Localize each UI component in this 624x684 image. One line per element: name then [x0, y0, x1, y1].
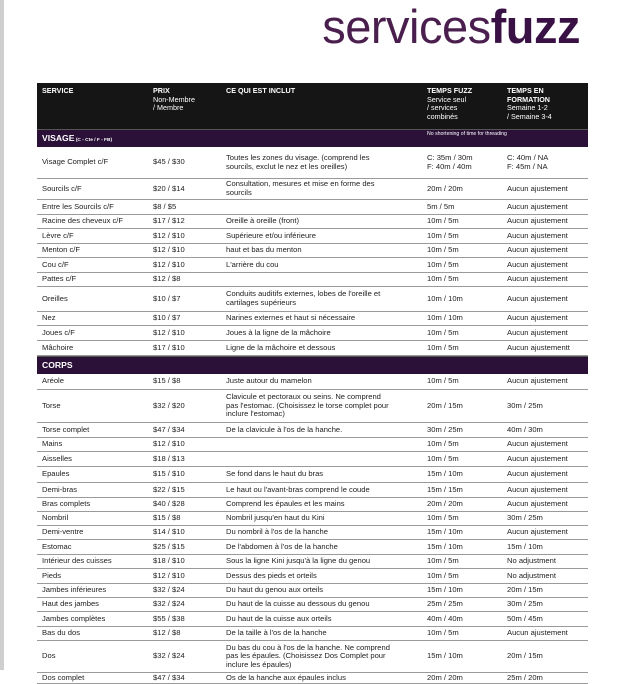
training-time-cell: 50m / 45m — [507, 613, 543, 623]
service-cell: Pieds — [42, 570, 61, 580]
price-cell: $18 / $13 — [153, 453, 185, 463]
fuzz-time-cell: 10m / 5m — [427, 342, 459, 352]
section-title: CORPS — [42, 360, 73, 370]
price-cell: $40 / $28 — [153, 499, 185, 509]
service-cell: Cou c/F — [42, 259, 69, 269]
included-cell: Oreille à oreille (front) — [226, 216, 300, 226]
service-cell: Haut des jambes — [42, 599, 99, 609]
table-row — [37, 229, 588, 244]
training-time-cell: Aucun ajustement — [507, 499, 568, 509]
brand-title-light: services — [322, 0, 491, 53]
price-cell: $55 / $38 — [153, 613, 185, 623]
brand-title-bold: fuzz — [490, 0, 580, 53]
included-cell: Os de la hanche aux épaules inclus — [226, 672, 346, 682]
training-time-cell: 15m / 10m — [507, 541, 543, 551]
fuzz-time-cell: 10m / 5m — [427, 216, 459, 226]
fuzz-time-cell: 10m / 5m — [427, 327, 459, 337]
service-cell: Bras complets — [42, 499, 91, 509]
section-title-suffix: (C - Cte / F - FB) — [74, 138, 113, 143]
table-row — [37, 374, 588, 390]
table-row — [37, 438, 588, 452]
table-row — [37, 512, 588, 526]
fuzz-time-cell: 20m / 15m — [427, 400, 463, 410]
fuzz-time-cell: 10m / 5m — [427, 439, 459, 449]
price-cell: $17 / $10 — [153, 342, 185, 352]
included-cell: Se fond dans le haut du bras — [226, 469, 324, 479]
fuzz-time-cell: 10m / 10m — [427, 313, 463, 323]
included-cell: Dessus des pieds et orteils — [226, 570, 317, 580]
training-time-cell: Aucun ajustement — [507, 293, 568, 303]
price-cell: $12 / $10 — [153, 570, 185, 580]
price-cell: $12 / $10 — [153, 230, 185, 240]
table-body — [37, 129, 588, 684]
service-cell: Jambes inférieures — [42, 585, 107, 595]
included-cell: Nombril jusqu'en haut du Kini — [226, 513, 325, 523]
table-row — [37, 179, 588, 200]
included-cell — [226, 273, 431, 286]
price-cell: $12 / $10 — [153, 245, 185, 255]
service-cell: Demi-bras — [42, 484, 78, 494]
service-cell: Nombril — [42, 513, 69, 523]
price-cell: $12 / $8 — [153, 628, 181, 638]
training-time-cell: No adjustment — [507, 556, 556, 566]
included-cell: Clavicule et pectoraux ou seins. Ne comprend pas l'estomac. (Choisissez le torse complet pour inclure l'estomac) — [226, 392, 389, 419]
price-cell: $12 / $8 — [153, 274, 181, 284]
training-time-cell: Aucun ajustement — [507, 527, 568, 537]
service-cell: Estomac — [42, 541, 72, 551]
fuzz-time-cell: 10m / 5m — [427, 513, 459, 523]
table-row — [37, 287, 588, 312]
fuzz-time-cell: 10m / 5m — [427, 453, 459, 463]
training-time-cell: Aucun ajustement — [507, 327, 568, 337]
fuzz-time-cell: 15m / 15m — [427, 484, 463, 494]
included-cell: Du haut de la cuisse au dessous du genou — [226, 599, 370, 609]
training-time-cell: Aucun ajustement — [507, 274, 568, 284]
included-cell: L'arrière du cou — [226, 259, 279, 269]
included-cell — [226, 452, 431, 466]
fuzz-time-cell: 10m / 5m — [427, 230, 459, 240]
table-row — [37, 273, 588, 287]
training-time-cell: Aucun ajustement — [507, 469, 568, 479]
table-row — [37, 200, 588, 215]
table-row — [37, 452, 588, 467]
service-cell: Dos complet — [42, 672, 85, 682]
included-cell: Le haut ou l'avant-bras comprend le coude — [226, 484, 370, 494]
training-time-cell: C: 40m / NA F: 45m / NA — [507, 152, 549, 171]
price-cell: $8 / $5 — [153, 201, 177, 211]
price-cell: $32 / $24 — [153, 585, 185, 595]
fuzz-time-cell: 10m / 5m — [427, 274, 459, 284]
price-cell: $20 / $14 — [153, 183, 185, 193]
fuzz-time-cell: 15m / 10m — [427, 541, 463, 551]
header-inclut: CE QUI EST INCLUT — [226, 86, 296, 95]
table-row — [37, 483, 588, 498]
included-cell: Supérieure et/ou inférieure — [226, 230, 316, 240]
included-cell — [226, 200, 431, 214]
table-row — [37, 584, 588, 598]
table-row — [37, 540, 588, 555]
training-time-cell: 30m / 25m — [507, 513, 543, 523]
included-cell: Conduits auditifs externes, lobes de l'oreille et cartilages supérieurs — [226, 289, 381, 307]
training-time-cell: Aucun ajustement — [507, 376, 568, 386]
service-cell: Intérieur des cuisses — [42, 556, 112, 566]
service-cell: Torse complet — [42, 424, 90, 434]
included-cell: Joues à la ligne de la mâchoire — [226, 327, 331, 337]
fuzz-time-cell: 20m / 20m — [427, 499, 463, 509]
included-cell: Toutes les zones du visage. (comprend les sourcils, exclut le nez et les oreilles) — [226, 152, 370, 171]
fuzz-time-cell: 40m / 40m — [427, 613, 463, 623]
header-temps: TEMPS FUZZ Service seul / services combinés — [427, 86, 473, 121]
fuzz-time-cell: 30m / 25m — [427, 424, 463, 434]
service-cell: Mâchoire — [42, 342, 74, 352]
included-cell: Du nombril à l'os de la hanche — [226, 527, 328, 537]
table-row — [37, 326, 588, 341]
training-time-cell: Aucun ajustement — [507, 484, 568, 494]
fuzz-time-cell: 10m / 5m — [427, 259, 459, 269]
service-cell: Visage Complet c/F — [42, 157, 109, 167]
fuzz-time-cell: 20m / 20m — [427, 672, 463, 682]
brand-title — [322, 2, 580, 52]
price-cell: $10 / $7 — [153, 293, 181, 303]
table-row — [37, 258, 588, 273]
table-row — [37, 498, 588, 512]
service-cell: Entre les Sourcils c/F — [42, 201, 114, 211]
included-cell: De la clavicule à l'os de la hanche. — [226, 424, 343, 434]
price-cell: $22 / $15 — [153, 484, 185, 494]
table-row — [37, 569, 588, 584]
table-row — [37, 627, 588, 641]
training-time-cell: Aucun ajustement — [507, 230, 568, 240]
table-row — [37, 147, 588, 179]
service-cell: Pattes c/F — [42, 274, 77, 284]
training-time-cell: 40m / 30m — [507, 424, 543, 434]
section-title: VISAGE (C - Cte / F - FB) — [42, 133, 113, 143]
fuzz-time-cell: C: 35m / 30m F: 40m / 40m — [427, 152, 473, 171]
service-cell: Sourcils c/F — [42, 183, 82, 193]
service-cell: Oreilles — [42, 293, 68, 303]
included-cell — [226, 438, 431, 451]
price-cell: $47 / $34 — [153, 424, 185, 434]
service-cell: Aisselles — [42, 453, 72, 463]
training-time-cell: 20m / 15m — [507, 585, 543, 595]
services-table — [37, 83, 588, 684]
fuzz-time-cell: 15m / 10m — [427, 469, 463, 479]
included-cell: Du haut du genou aux orteils — [226, 585, 324, 595]
training-time-cell: Aucun ajustement — [507, 183, 568, 193]
training-time-cell: 30m / 25m — [507, 400, 543, 410]
price-cell: $12 / $10 — [153, 439, 185, 449]
included-cell: Narines externes et haut si nécessaire — [226, 313, 356, 323]
training-time-cell: 25m / 20m — [507, 672, 543, 682]
training-time-cell: 30m / 25m — [507, 599, 543, 609]
fuzz-time-cell: 10m / 5m — [427, 628, 459, 638]
price-cell: $15 / $8 — [153, 513, 181, 523]
included-cell: Juste autour du mamelon — [226, 376, 312, 386]
fuzz-time-cell: 10m / 10m — [427, 293, 463, 303]
price-cell: $32 / $20 — [153, 400, 185, 410]
table-row — [37, 215, 588, 229]
price-cell: $45 / $30 — [153, 157, 185, 167]
service-cell: Lèvre c/F — [42, 230, 74, 240]
table-header — [37, 83, 588, 129]
training-time-cell: No adjustment — [507, 570, 556, 580]
price-cell: $12 / $10 — [153, 259, 185, 269]
training-time-cell: Aucun ajustement — [507, 201, 568, 211]
training-time-cell: Aucun ajustementt — [507, 342, 570, 352]
service-cell: Joues c/F — [42, 327, 75, 337]
included-cell: Sous la ligne Kini jusqu'à la ligne du genou — [226, 556, 371, 566]
service-cell: Aréole — [42, 376, 64, 386]
included-cell: De l'abdomen à l'os de la hanche — [226, 541, 338, 551]
section-header — [37, 356, 588, 374]
section-note: No shortening of time for threading — [427, 131, 507, 137]
training-time-cell: Aucun ajustement — [507, 439, 568, 449]
price-cell: $15 / $8 — [153, 376, 181, 386]
included-cell: Consultation, mesures et mise en forme des sourcils — [226, 179, 375, 197]
table-row — [37, 598, 588, 612]
included-cell: haut et bas du menton — [226, 245, 302, 255]
header-formation: TEMPS EN FORMATION Semaine 1-2 / Semaine 3-4 — [507, 86, 552, 121]
table-row — [37, 526, 588, 540]
fuzz-time-cell: 10m / 5m — [427, 556, 459, 566]
table-row — [37, 467, 588, 483]
price-cell: $47 / $34 — [153, 672, 185, 682]
table-row — [37, 673, 588, 684]
table-row — [37, 612, 588, 627]
page-edge — [0, 0, 4, 670]
fuzz-time-cell: 10m / 5m — [427, 570, 459, 580]
service-cell: Nez — [42, 313, 56, 323]
fuzz-time-cell: 10m / 5m — [427, 376, 459, 386]
fuzz-time-cell: 15m / 10m — [427, 585, 463, 595]
table-row — [37, 641, 588, 673]
training-time-cell: Aucun ajustement — [507, 245, 568, 255]
header-prix: PRIX Non-Membre / Membre — [153, 86, 195, 113]
service-cell: Racine des cheveux c/F — [42, 216, 124, 226]
table-row — [37, 390, 588, 423]
service-cell: Menton c/F — [42, 245, 80, 255]
service-cell: Torse — [42, 400, 61, 410]
fuzz-time-cell: 15m / 10m — [427, 651, 463, 661]
included-cell: De la taille à l'os de la hanche — [226, 628, 327, 638]
price-cell: $12 / $10 — [153, 327, 185, 337]
service-cell: Epaules — [42, 469, 70, 479]
table-row — [37, 423, 588, 438]
training-time-cell: Aucun ajustement — [507, 628, 568, 638]
service-cell: Jambes complètes — [42, 613, 106, 623]
section-header — [37, 129, 588, 147]
training-time-cell: 20m / 15m — [507, 651, 543, 661]
fuzz-time-cell: 25m / 25m — [427, 599, 463, 609]
price-cell: $32 / $24 — [153, 599, 185, 609]
service-cell: Dos — [42, 651, 56, 661]
price-cell: $32 / $24 — [153, 651, 185, 661]
training-time-cell: Aucun ajustement — [507, 313, 568, 323]
table-row — [37, 555, 588, 569]
table-row — [37, 312, 588, 326]
price-cell: $10 / $7 — [153, 313, 181, 323]
header-service: SERVICE — [42, 86, 74, 95]
included-cell: Comprend les épaules et les mains — [226, 499, 345, 509]
service-cell: Bas du dos — [42, 628, 80, 638]
price-cell: $17 / $12 — [153, 216, 185, 226]
table-row — [37, 341, 588, 356]
table-row — [37, 244, 588, 258]
training-time-cell: Aucun ajustement — [507, 216, 568, 226]
price-cell: $25 / $15 — [153, 541, 185, 551]
fuzz-time-cell: 10m / 5m — [427, 245, 459, 255]
service-cell: Demi-ventre — [42, 527, 84, 537]
price-cell: $14 / $10 — [153, 527, 185, 537]
price-cell: $18 / $10 — [153, 556, 185, 566]
included-cell: Ligne de la mâchoire et dessous — [226, 342, 336, 352]
price-cell: $15 / $10 — [153, 469, 185, 479]
fuzz-time-cell: 5m / 5m — [427, 201, 455, 211]
included-cell: Du bas du cou à l'os de la hanche. Ne comprend pas les épaules. (Choisissez Dos Complet pour inclure les épaules) — [226, 642, 390, 669]
included-cell: Du haut de la cuisse aux orteils — [226, 613, 332, 623]
service-cell: Mains — [42, 439, 63, 449]
training-time-cell: Aucun ajustement — [507, 453, 568, 463]
fuzz-time-cell: 20m / 20m — [427, 183, 463, 193]
fuzz-time-cell: 15m / 10m — [427, 527, 463, 537]
training-time-cell: Aucun ajustement — [507, 259, 568, 269]
